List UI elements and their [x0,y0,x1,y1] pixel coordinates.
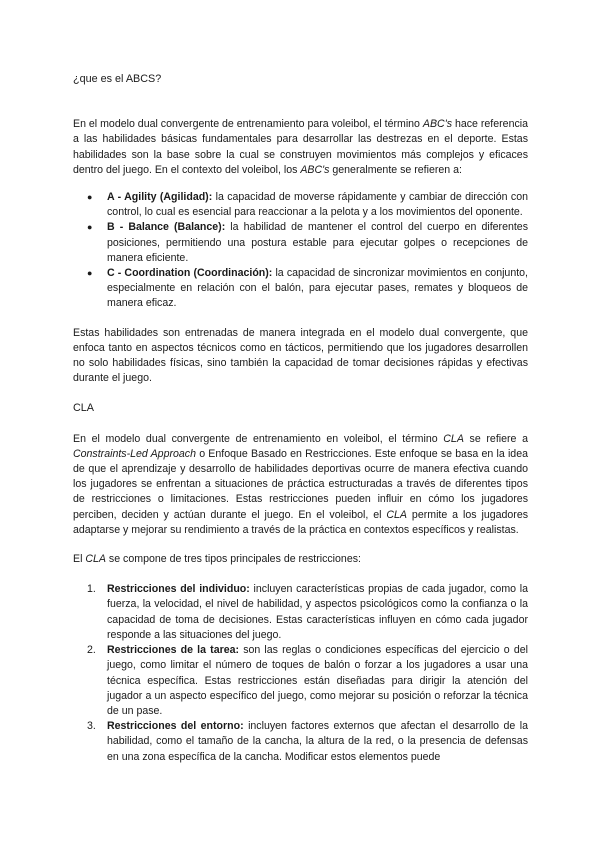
cla-intro-paragraph [73,432,528,538]
list-item-balance [87,220,528,266]
list-item-task [87,643,528,719]
item-label: A - Agility (Agilidad): [107,191,213,204]
item-text: la capacidad de moverse rápidamente y cambiar de dirección con control, lo cual es esencial para reaccionar a la pelota y a los movimientos del oponente. [107,191,528,219]
item-text: la habilidad de mantener el control del cuerpo en diferentes posiciones, permitiendo una postura estable para ejecutar golpes o recepciones de manera eficiente. [107,221,528,264]
item-text: la capacidad de sincronizar movimientos en conjunto, especialmente en relación con el balón, para ejecutar pases, remates y bloqueos de manera eficaz. [107,267,528,310]
item-label: Restricciones de la tarea: [107,644,240,657]
item-text: incluyen características propias de cada jugador, como la fuerza, la velocidad, el nivel de habilidad, y aspectos psicológicos como la confianza o la capacidad de toma de decisiones. Estas características influyen en cómo cada jugador responde a las situaciones del juego. [107,583,528,641]
abc-list [73,190,528,312]
lead-text-2: se compone de tres tipos principales de restricciones: [105,553,361,566]
cla-text-2: se refiere a [463,432,528,445]
lead-text-1: El [73,553,86,566]
bullet-icon: ● [87,222,93,233]
item-number: 1. [87,583,96,596]
bullet-icon: ● [87,192,93,203]
item-label: C - Coordination (Coordinación): [107,267,273,280]
list-item-agility [87,190,528,220]
item-text: son las reglas o condiciones específicas del ejercicio o del juego, como limitar el número de toques de balón o forzar a los jugadores a usar una técnica específica. Estas restricciones están diseñadas para dirigir la atención del jugador a un aspecto específico del juego, como mejorar su posición o reforzar la técnica de un pase. [107,644,528,717]
bullet-icon: ● [87,268,93,279]
page-title: ¿que es el ABCS? [73,73,162,85]
intro-text-3: generalmente se refieren a: [329,163,462,176]
cla-heading: CLA [73,402,95,415]
abc-intro-paragraph [73,117,528,178]
intro-text-1: En el modelo dual convergente de entrenamiento para voleibol, el término [73,118,423,131]
abc-summary-paragraph: Estas habilidades son entrenadas de manera integrada en el modelo dual convergente, que enfoca tanto en aspectos técnicos como en tácticos, permitiendo que los jugadores desarrollen no solo habilidades físicas, sino también la capacidad de tomar decisiones rápidas y efectivas durante el juego. [73,326,528,385]
intro-text-2: hace referencia a las habilidades básicas fundamentales para desarrollar las destrezas en el deporte. Estas habilidades son la base sobre la cual se construyen movimientos más complejos y eficaces dentro del juego. En el contexto del voleibol, los [73,118,528,176]
intro-term-abcs: ABC's [422,118,453,131]
list-item-coordination [87,266,528,312]
lead-term: CLA [85,553,106,566]
cla-term-expanded: Constraints-Led Approach [73,447,196,460]
item-number: 2. [87,644,96,657]
cla-term: CLA [443,432,464,445]
restrictions-list [73,582,528,764]
item-label: Restricciones del entorno: [107,720,244,733]
list-item-environment [87,719,528,765]
item-text: incluyen factores externos que afectan el desarrollo de la habilidad, como el tamaño de la cancha, la altura de la red, o la presencia de defensas en una zona específica de la cancha. Modificar estos elementos puede [107,720,528,763]
cla-lead-paragraph [73,552,528,567]
cla-term-2: CLA [386,508,407,521]
item-number: 3. [87,720,96,733]
list-item-individual [87,582,528,643]
item-label: B - Balance (Balance): [107,221,226,234]
cla-text-4: permite a los jugadores adaptarse y mejorar su rendimiento a través de la práctica en contextos específicos y realistas. [73,508,529,536]
item-label: Restricciones del individuo: [107,583,250,596]
cla-text-1: En el modelo dual convergente de entrenamiento en voleibol, el término [73,432,444,445]
intro-term-abcs-2: ABC's [300,163,330,176]
cla-text-3: o Enfoque Basado en Restricciones. Este enfoque se basa en la idea de que el aprendizaje y desarrollo de habilidades deportivas ocurre de manera efectiva cuando los jugadores se enfrentan a situaciones de práctica estructuradas a través de diferentes tipos de restricciones o limitaciones. Estas restricciones pueden influir en cómo los jugadores perciben, deciden y actúan durante el juego. En el voleibol, el [73,447,528,521]
